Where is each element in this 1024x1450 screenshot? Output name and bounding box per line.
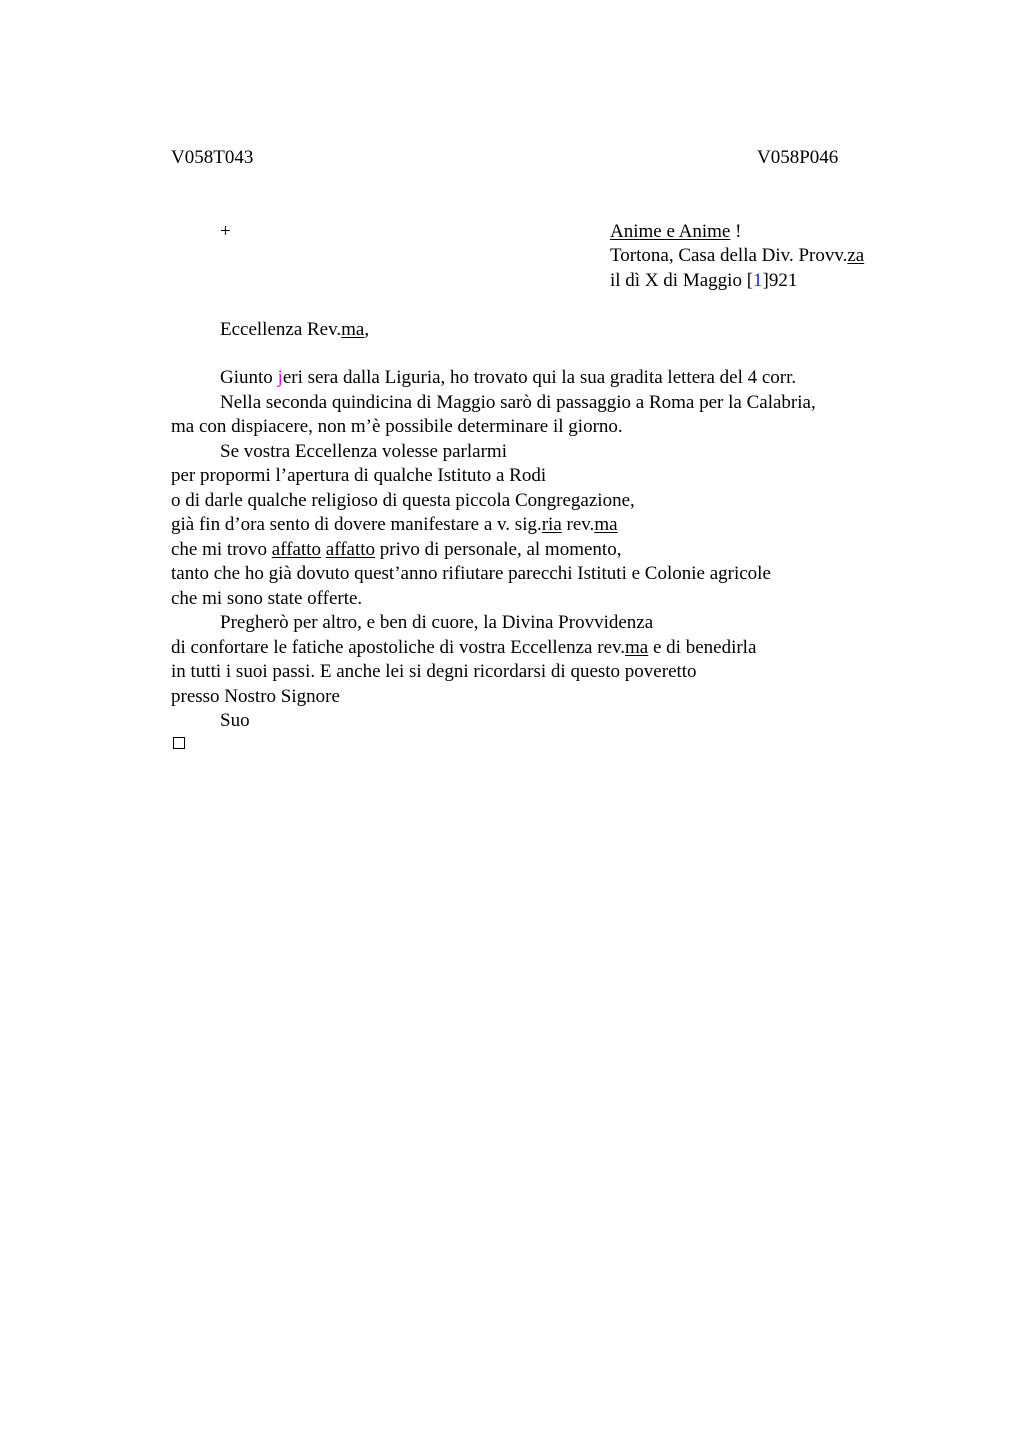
- body-line: Giunto jeri sera dalla Liguria, ho trovato qui la sua gradita lettera del 4 corr.: [220, 367, 797, 388]
- salutation-abbrev: ma: [341, 319, 365, 340]
- body-line: o di darle qualche religioso di questa piccola Congregazione,: [171, 490, 635, 511]
- body-line: ma con dispiacere, non m’è possibile determinare il giorno.: [171, 416, 623, 437]
- salutation-text: Eccellenza Rev.: [220, 319, 342, 340]
- archive-code-right: V058P046: [757, 147, 839, 168]
- body-line: che mi trovo affatto affatto privo di personale, al momento,: [171, 539, 622, 560]
- motto-line: [610, 220, 741, 245]
- motto-suffix: !: [730, 221, 742, 242]
- body-line: di confortare le fatiche apostoliche di vostra Eccellenza rev.ma e di benedirla: [171, 637, 757, 658]
- archive-code-left: V058T043: [171, 147, 254, 168]
- place-line: [610, 244, 864, 269]
- motto-text: Anime e Anime: [610, 221, 731, 242]
- place-abbrev: za: [847, 245, 865, 266]
- empty-box-icon: [173, 737, 185, 749]
- body-line: Se vostra Eccellenza volesse parlarmi: [220, 441, 507, 462]
- salutation: [220, 318, 369, 343]
- body-line: tanto che ho già dovuto quest’anno rifiutare parecchi Istituti e Colonie agricole: [171, 563, 771, 584]
- cross-symbol: +: [220, 221, 231, 242]
- place-text: Tortona, Casa della Div. Provv.: [610, 245, 848, 266]
- closing-line: Suo: [220, 710, 250, 731]
- date-suffix: ]921: [762, 270, 798, 291]
- body-line: che mi sono state offerte.: [171, 588, 363, 609]
- date-line: [610, 269, 797, 294]
- highlighted-letter: j: [277, 367, 283, 388]
- body-line: Nella seconda quindicina di Maggio sarò di passaggio a Roma per la Calabria,: [220, 392, 816, 413]
- body-line: in tutti i suoi passi. E anche lei si degni ricordarsi di questo poveretto: [171, 661, 697, 682]
- body-line: presso Nostro Signore: [171, 686, 340, 707]
- date-prefix: il dì X di Maggio [: [610, 270, 754, 291]
- date-bracket-digit: 1: [753, 270, 763, 291]
- body-line: già fin d’ora sento di dovere manifestare a v. sig.ria rev.ma: [171, 514, 618, 535]
- salutation-comma: ,: [364, 319, 370, 340]
- body-line: Pregherò per altro, e ben di cuore, la Divina Provvidenza: [220, 612, 654, 633]
- body-line: per propormi l’apertura di qualche Istituto a Rodi: [171, 465, 547, 486]
